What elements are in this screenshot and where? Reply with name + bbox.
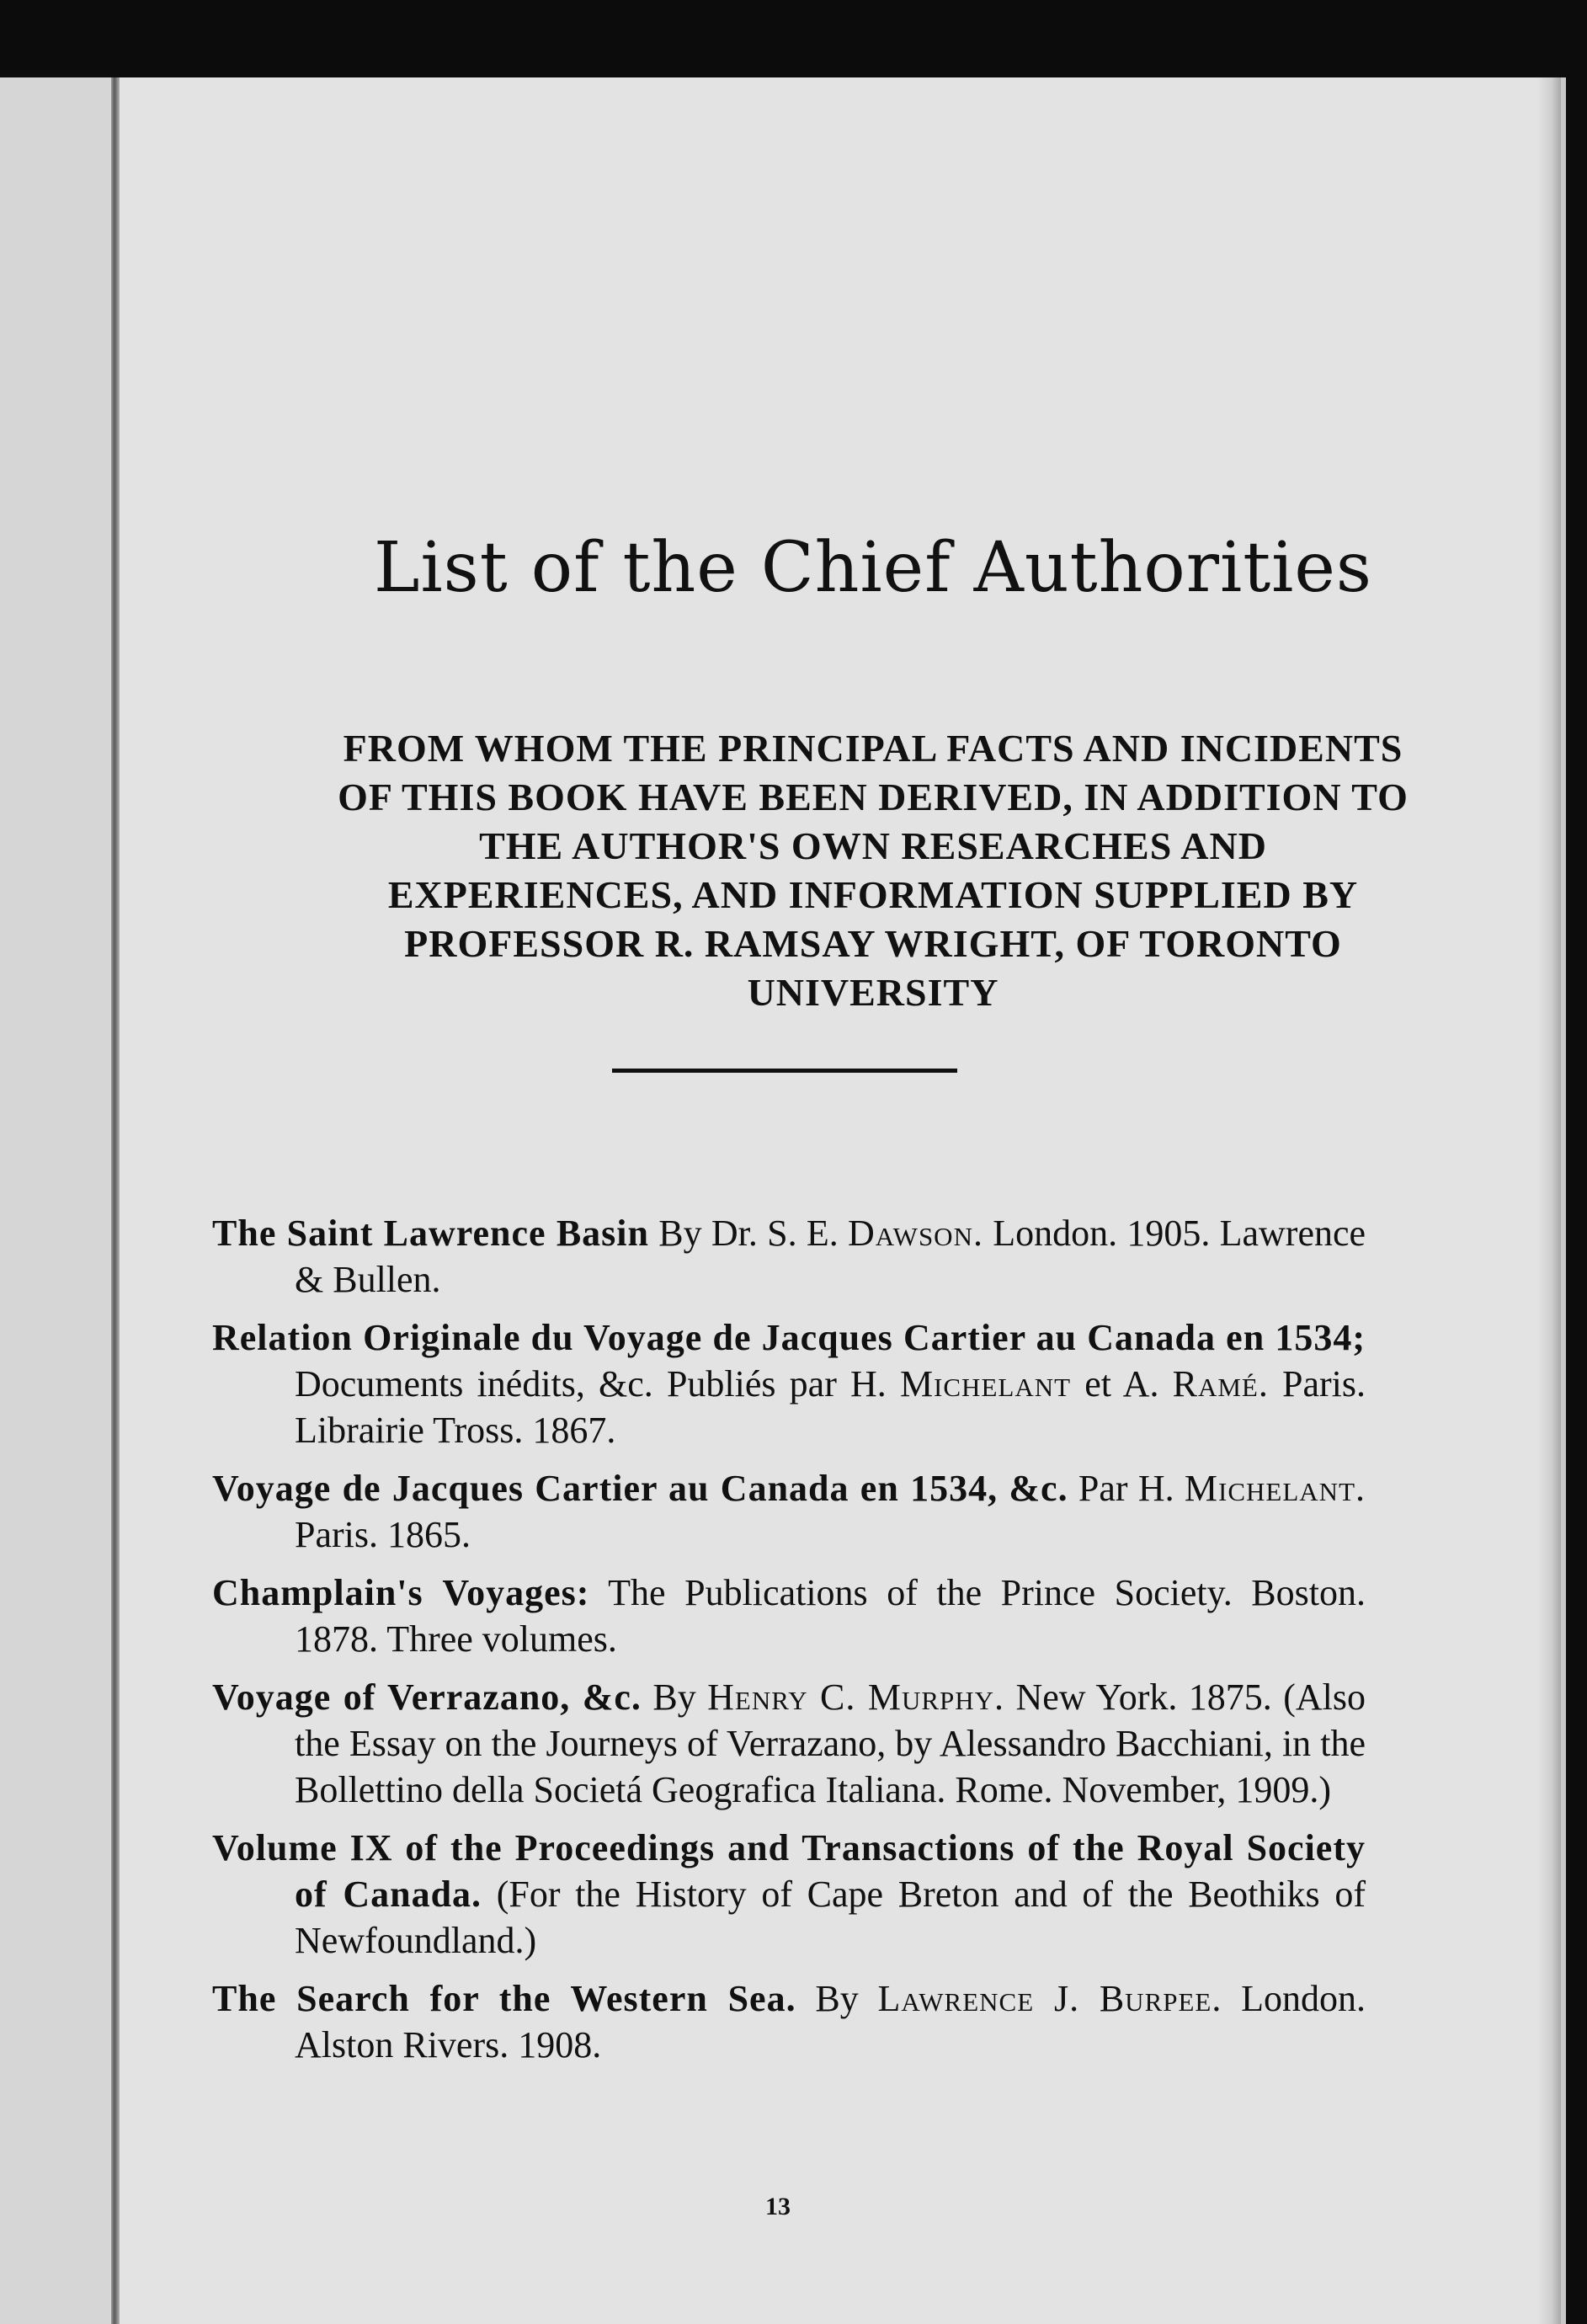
entry-details: Paris. 1865.	[295, 1514, 471, 1555]
page-fore-edge	[1537, 77, 1561, 2324]
entry-details: London. 1905. Lawrence & Bullen.	[295, 1213, 1366, 1300]
list-item	[212, 1674, 1366, 1813]
entry-text: et A.	[1084, 1363, 1159, 1405]
authorities-list	[212, 1210, 1366, 2080]
entry-details: New York. 1875. (Also the Essay on the Journeys of Verrazano, by Alessandro Bacchiani, in the Bollettino della Societá Geografica Italiana. Rome. November, 1909.)	[295, 1676, 1366, 1810]
section-divider	[612, 1069, 957, 1073]
page-number: 13	[765, 2193, 791, 2220]
page-subtitle: FROM WHOM THE PRINCIPAL FACTS AND INCIDENTS OF THIS BOOK HAVE BEEN DERIVED, IN ADDITION TO THE AUTHOR'S OWN RESEARCHES AND EXPERIENCES, AND INFORMATION SUPPLIED BY PROFESSOR R. RAMSAY WRIGHT, OF TORONTO UNIVERSITY	[338, 727, 1409, 1014]
entry-title: Voyage de Jacques Cartier au Canada en 1534, &c.	[212, 1468, 1068, 1509]
entry-title: Champlain's Voyages:	[212, 1572, 590, 1613]
list-item	[212, 1210, 1366, 1303]
entry-author: Henry C. Murphy.	[707, 1676, 1005, 1718]
entry-author-prefix: By	[815, 1978, 859, 2019]
list-item	[212, 1570, 1366, 1662]
entry-author: Lawrence J. Burpee.	[877, 1978, 1222, 2019]
page-title: List of the Chief Authorities	[373, 528, 1372, 608]
book-page	[120, 77, 1566, 2324]
entry-title: Volume IX of the Proceedings and Transactions of the Royal Society of Canada.	[212, 1827, 1366, 1915]
list-item	[212, 1465, 1366, 1558]
entry-author-prefix: By Dr. S. E.	[658, 1213, 839, 1254]
list-item	[212, 1825, 1366, 1964]
entry-details: Paris. Librairie Tross. 1867.	[295, 1363, 1366, 1451]
entry-title: Relation Originale du Voyage de Jacques Cartier au Canada en 1534;	[212, 1317, 1366, 1358]
entry-author-prefix: Par H.	[1078, 1468, 1174, 1509]
facing-page-edge	[0, 77, 118, 2324]
entry-author: Ramé.	[1172, 1363, 1269, 1405]
entry-title: The Search for the Western Sea.	[212, 1978, 796, 2019]
entry-text: Documents inédits, &c. Publiés par H.	[295, 1363, 887, 1405]
entry-details: London. Alston Rivers. 1908.	[295, 1978, 1366, 2065]
entry-author-prefix: By	[652, 1676, 696, 1718]
entry-author: Michelant	[899, 1363, 1072, 1405]
book-gutter	[111, 77, 120, 2324]
entry-author: Dawson.	[848, 1213, 983, 1254]
entry-details: The Publications of the Prince Society. Boston. 1878. Three volumes.	[295, 1572, 1366, 1660]
list-item	[212, 1975, 1366, 2068]
entry-title: The Saint Lawrence Basin	[212, 1213, 650, 1254]
entry-author: Michelant.	[1184, 1468, 1366, 1509]
entry-title: Voyage of Verrazano, &c.	[212, 1676, 642, 1718]
entry-details: (For the History of Cape Breton and of the Beothiks of Newfoundland.)	[295, 1874, 1366, 1961]
list-item	[212, 1314, 1366, 1453]
